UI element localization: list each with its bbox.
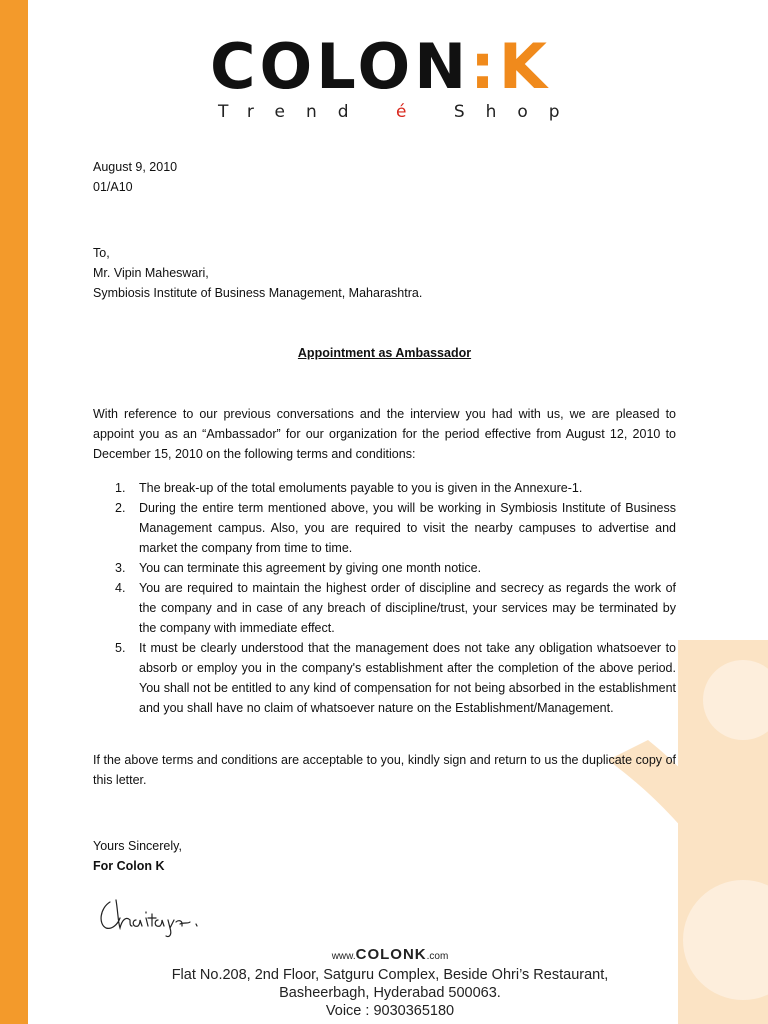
recipient-organization: Symbiosis Institute of Business Management, Maharashtra.	[93, 286, 423, 300]
company-footer	[170, 946, 610, 1020]
list-item: 1. The break-up of the total emoluments payable to you is given in the Annexure-1.	[115, 481, 583, 495]
address-line-1: Flat No.208, 2nd Floor, Satguru Complex, Beside Ohri’s Restaurant,	[171, 967, 609, 983]
recipient-name: Mr. Vipin Maheswari,	[93, 266, 209, 280]
letter-subject: Appointment as Ambassador	[297, 346, 472, 360]
terms-list	[93, 478, 676, 718]
letter-date-ref	[93, 157, 676, 197]
list-item: 3. You can terminate this agreement by giving one month notice.	[115, 561, 482, 575]
to-label: To,	[93, 246, 110, 260]
intro-paragraph: With reference to our previous conversations and the interview you had with us, we are pleased to appoint you as an “Ambassador” for our organization for the period effective from August 12, 2010 to December 15, 2010 on the following terms and conditions:	[93, 407, 676, 461]
sign-organization: For Colon K	[93, 859, 165, 873]
website-line: www.COLONK.com	[331, 946, 449, 963]
orange-side-stripe	[0, 0, 28, 1024]
sign-off-block	[93, 836, 676, 876]
recipient-block	[93, 243, 676, 303]
logo-wordmark: COLON:K	[210, 30, 551, 103]
letter-date: August 9, 2010	[93, 160, 178, 174]
list-item: 2. During the entire term mentioned above, you will be working in Symbiosis Institute of Business Management campus. Also, you are required to visit the nearby campuses to advertise and market the company from time to time.	[115, 501, 676, 555]
company-logo	[210, 30, 581, 126]
logo-tagline: Trend é Shop	[218, 102, 581, 122]
handwritten-signature	[96, 890, 216, 940]
address-line-2: Basheerbagh, Hyderabad 500063.	[279, 985, 501, 1001]
list-item: 4. You are required to maintain the highest order of discipline and secrecy as regards the work of the company and in case of any breach of discipline/trust, your services may be terminated by the company with immediate effect.	[115, 581, 676, 635]
sign-off: Yours Sincerely,	[93, 839, 182, 853]
letter-reference: 01/A10	[93, 180, 133, 194]
list-item: 5. It must be clearly understood that the management does not take any obligation whatsoever to absorb or employ you in the company's establishment after the completion of the above period. You shall not be entitled to any kind of compensation for not being absorbed in the establishment and you shall have no claim of whatsoever nature on the Establishment/Management.	[115, 641, 676, 715]
voice-number: Voice : 9030365180	[325, 1003, 455, 1019]
closing-paragraph: If the above terms and conditions are acceptable to you, kindly sign and return to us the duplicate copy of this letter.	[93, 753, 676, 787]
